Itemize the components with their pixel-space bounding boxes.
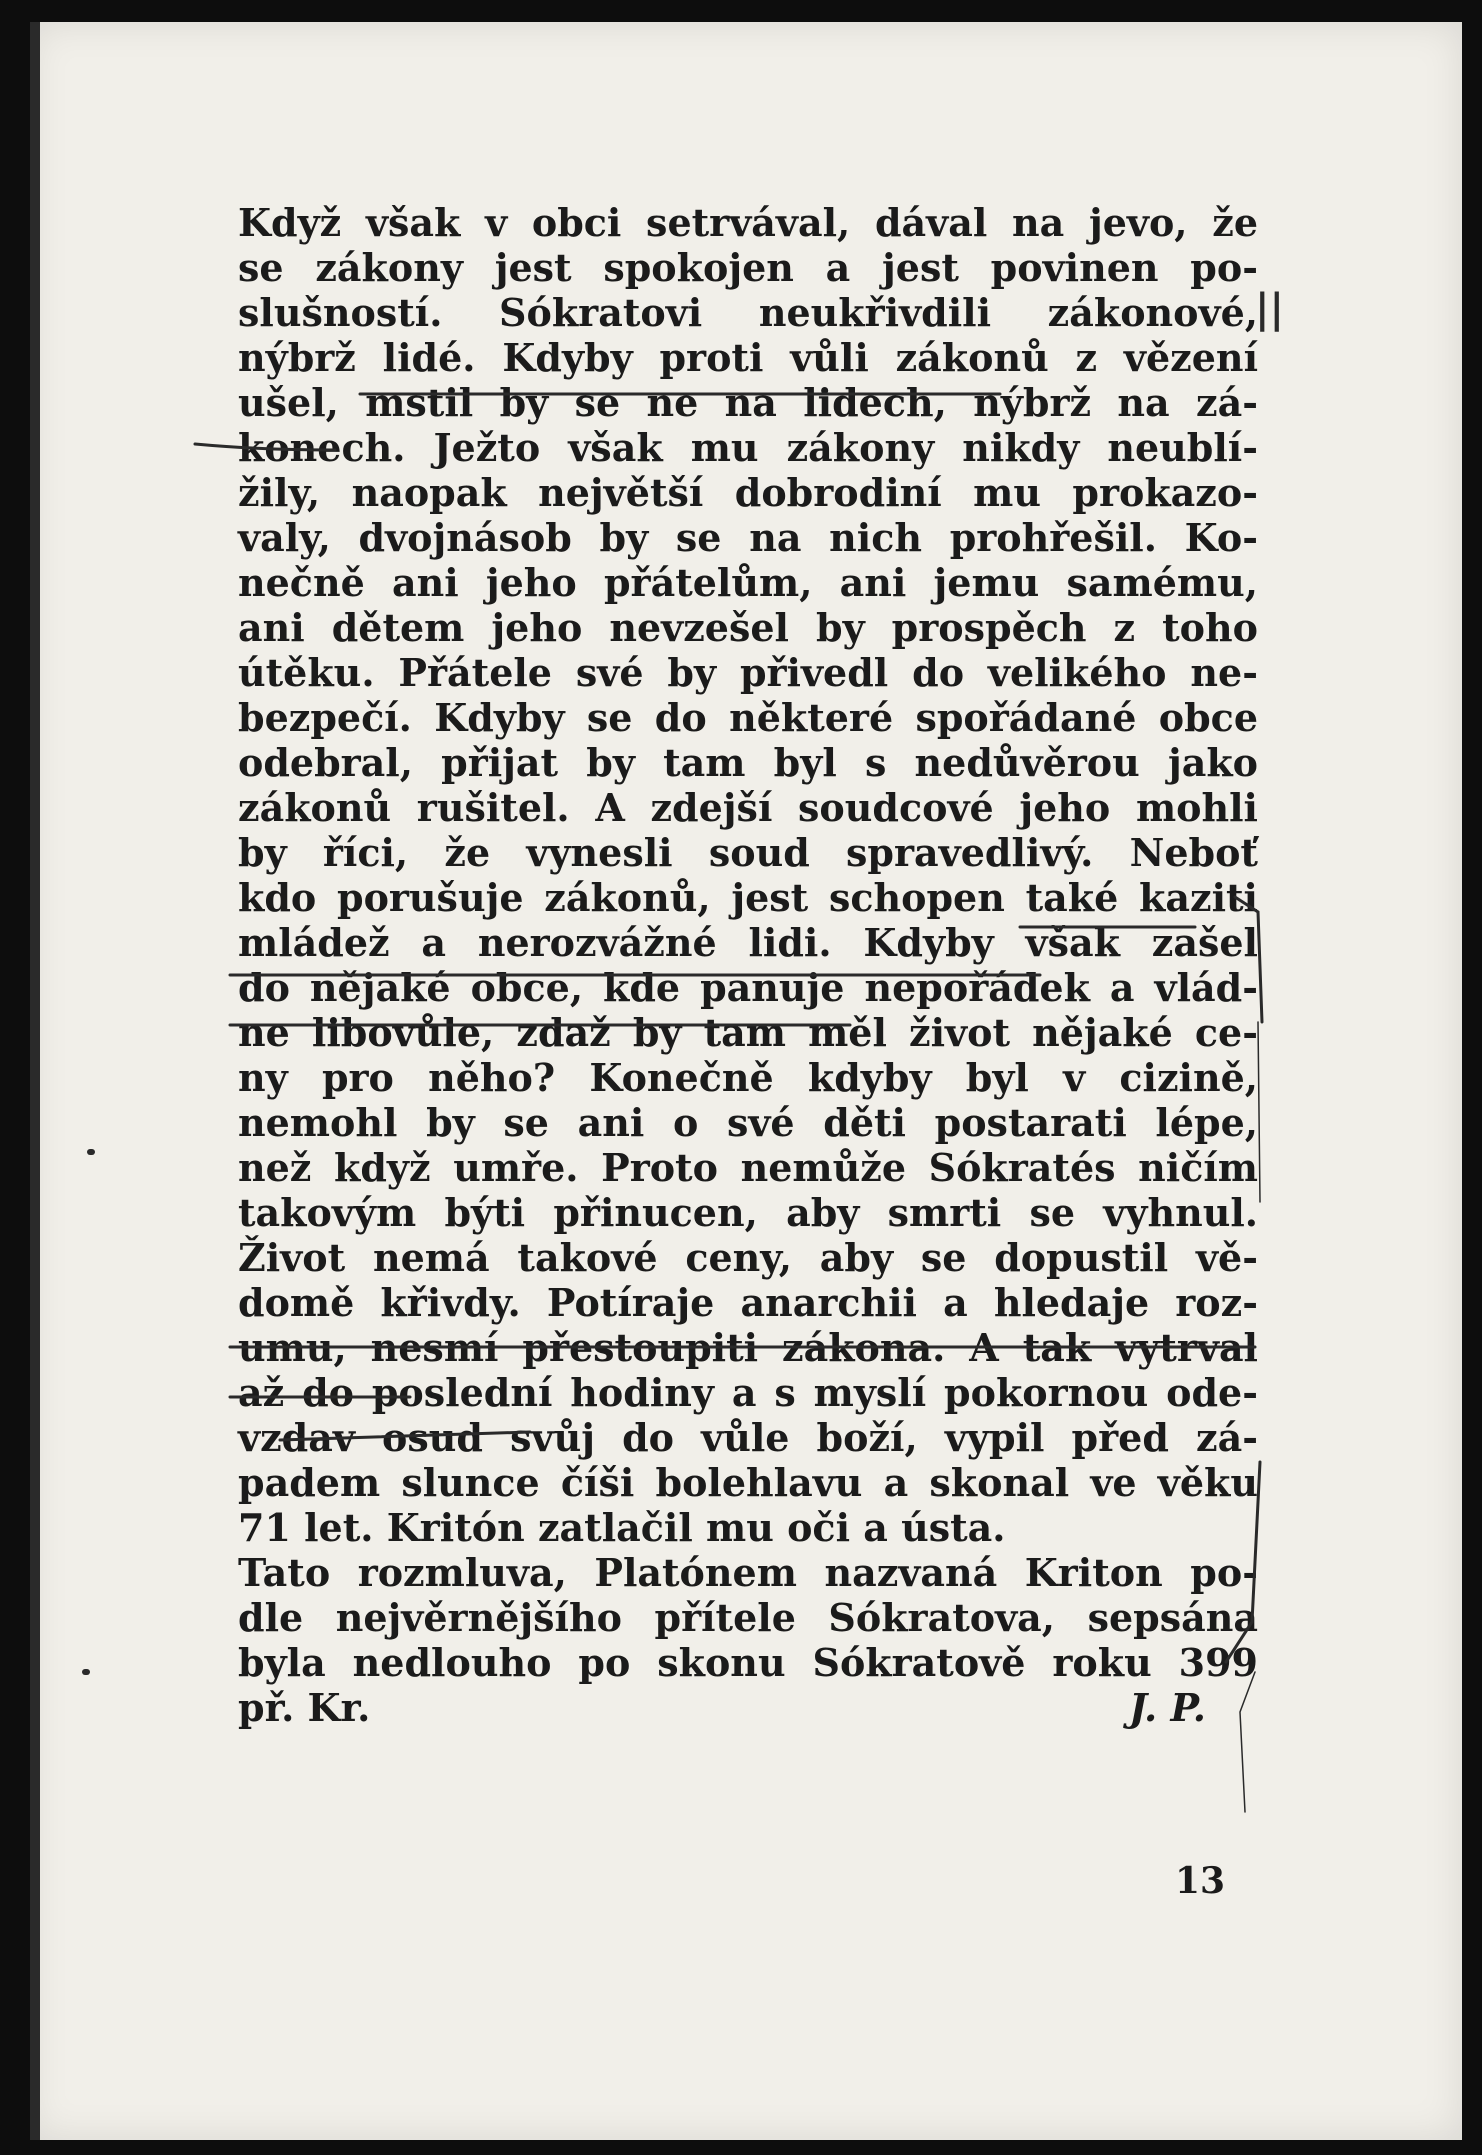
text-line: dle nejvěrnějšího přítele Sókratova, sepsána — [238, 1595, 1258, 1640]
text-line: než když umře. Proto nemůže Sókratés ničím — [238, 1145, 1258, 1190]
text-line: Když však v obci setrvával, dával na jevo, že — [238, 200, 1258, 245]
text-line: Život nemá takové ceny, aby se dopustil vě- — [238, 1235, 1258, 1280]
text-line: 71 let. Kritón zatlačil mu oči a ústa. — [238, 1505, 1006, 1550]
text-line: slušností. Sókratovi neukřivdili zákonové, — [238, 290, 1258, 335]
page-number: 13 — [1175, 1860, 1226, 1902]
text-line: útěku. Přátele své by přivedl do velikého ne- — [238, 650, 1258, 695]
text-line: zákonů rušitel. A zdejší soudcové jeho mohli — [238, 785, 1258, 830]
text-line: se zákony jest spokojen a jest povinen po- — [238, 245, 1258, 290]
text-line: žily, naopak největší dobrodiní mu prokazo- — [238, 470, 1258, 515]
text-line: by říci, že vynesli soud spravedlivý. Neboť — [238, 830, 1258, 875]
text-line: ny pro něho? Konečně kdyby byl v cizině, — [238, 1055, 1258, 1100]
text-line: ani dětem jeho nevzešel by prospěch z toho — [238, 605, 1258, 650]
text-line: vzdav osud svůj do vůle boží, vypil před zá- — [238, 1415, 1258, 1460]
closing-line — [238, 1685, 1258, 1730]
text-line: do nějaké obce, kde panuje nepořádek a vlád- — [238, 965, 1258, 1010]
text-line: mládež a nerozvážné lidi. Kdyby však zašel — [238, 920, 1258, 965]
text-line: byla nedlouho po skonu Sókratově roku 399 — [238, 1640, 1258, 1685]
closing-text: př. Kr. — [238, 1685, 371, 1730]
text-line: nemohl by se ani o své děti postarati lépe, — [238, 1100, 1258, 1145]
text-line: ušel, mstil by se ne na lidech, nýbrž na zá- — [238, 380, 1258, 425]
text-line: nýbrž lidé. Kdyby proti vůli zákonů z vězení — [238, 335, 1258, 380]
text-line: kdo porušuje zákonů, jest schopen také kaziti — [238, 875, 1258, 920]
text-line: Tato rozmluva, Platónem nazvaná Kriton po- — [238, 1550, 1258, 1595]
paragraph-1 — [238, 200, 1258, 1550]
body-text — [238, 200, 1258, 1730]
text-line: až do poslední hodiny a s myslí pokornou ode- — [238, 1370, 1258, 1415]
text-line: padem slunce číši bolehlavu a skonal ve věku — [238, 1460, 1258, 1505]
text-line: umu, nesmí přestoupiti zákona. A tak vytrval — [238, 1325, 1258, 1370]
text-line: nečně ani jeho přátelům, ani jemu samému, — [238, 560, 1258, 605]
text-line: ne libovůle, zdaž by tam měl život nějaké ce- — [238, 1010, 1258, 1055]
signature: J. P. — [1128, 1685, 1206, 1730]
book-spine-edge — [30, 22, 40, 2140]
text-line: valy, dvojnásob by se na nich prohřešil. Ko- — [238, 515, 1258, 560]
text-line: domě křivdy. Potíraje anarchii a hledaje roz- — [238, 1280, 1258, 1325]
text-line: odebral, přijat by tam byl s nedůvěrou jako — [238, 740, 1258, 785]
margin-double-bar-mark: || — [1255, 285, 1285, 332]
margin-line-mark — [1258, 1022, 1260, 1202]
paragraph-2 — [238, 1550, 1258, 1685]
text-line: bezpečí. Kdyby se do některé spořádané obce — [238, 695, 1258, 740]
text-line: takovým býti přinucen, aby smrti se vyhnul. — [238, 1190, 1258, 1235]
book-page — [30, 22, 1462, 2140]
text-line: konech. Ježto však mu zákony nikdy neublí- — [238, 425, 1258, 470]
